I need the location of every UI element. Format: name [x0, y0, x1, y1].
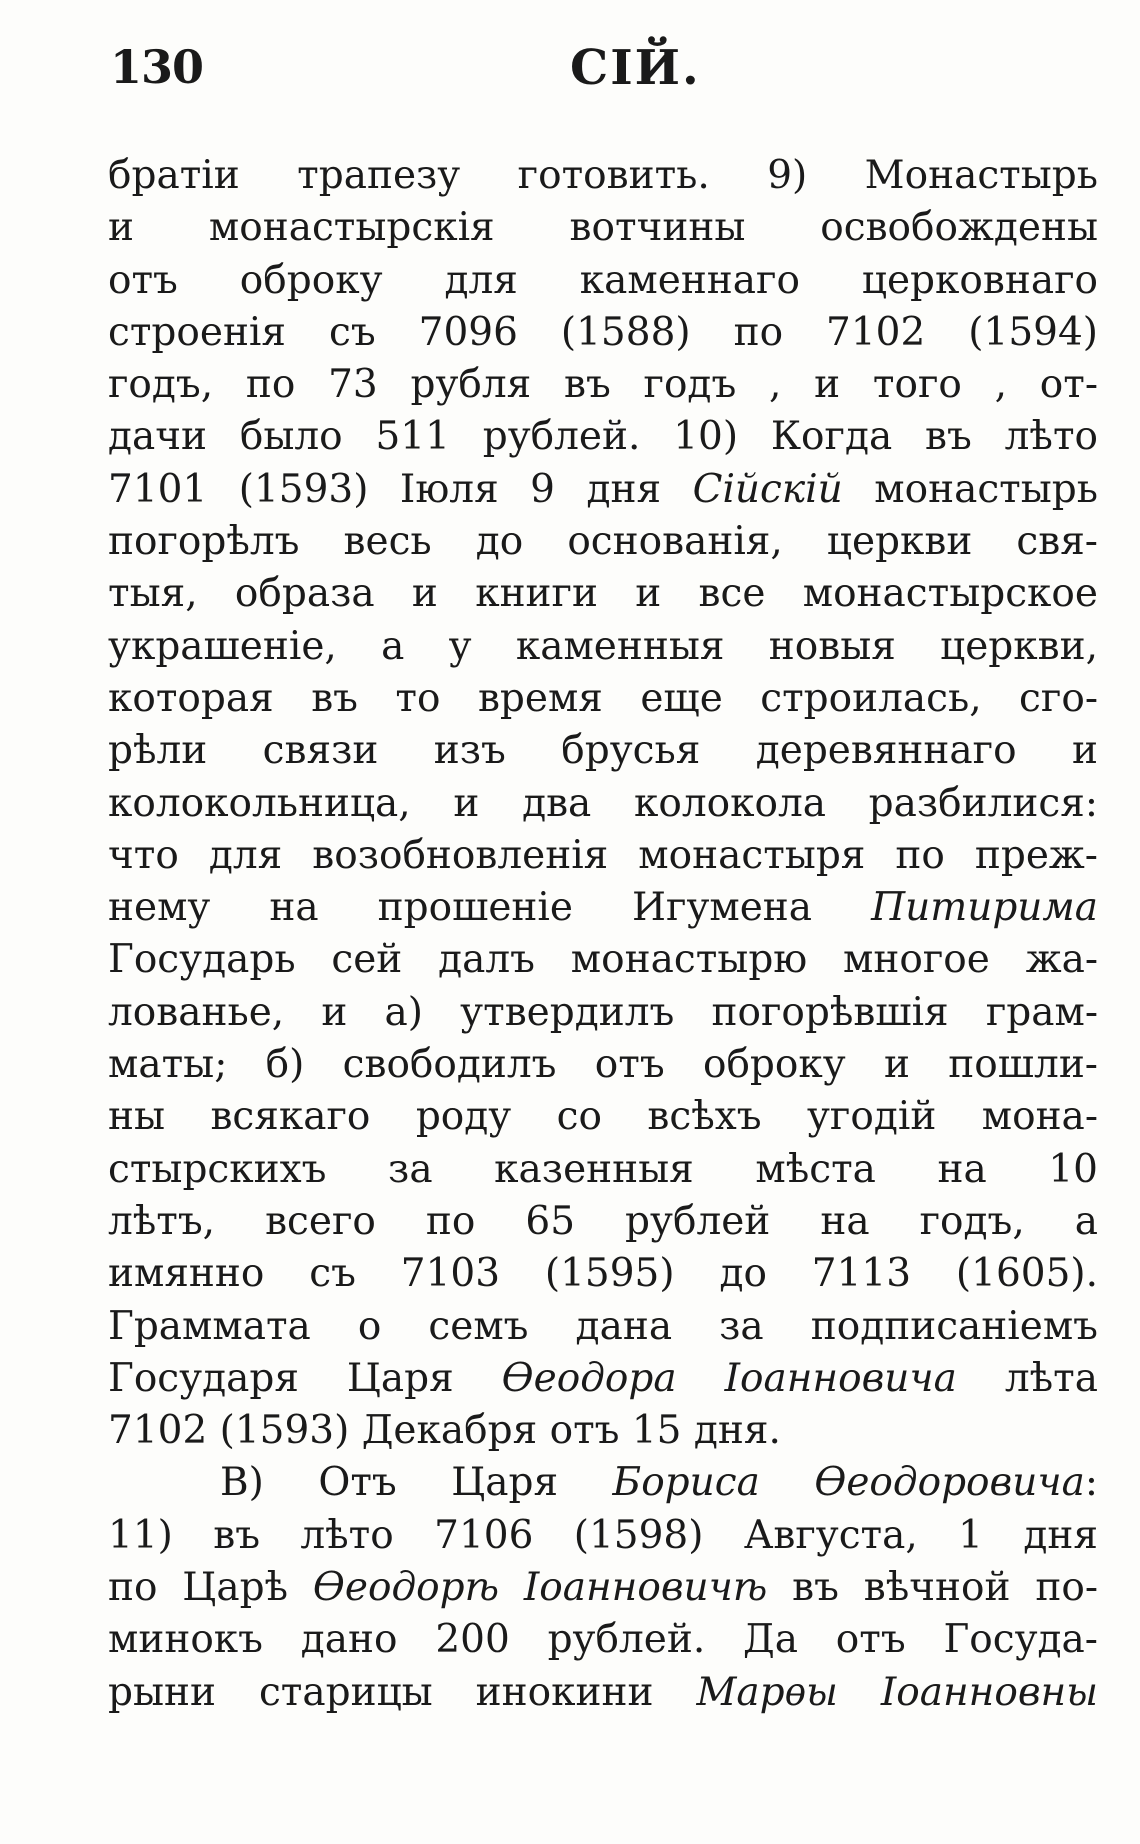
text-line	[108, 307, 1098, 359]
text-line	[108, 725, 1098, 777]
text-segment: что для возобновленія монастыря по преж-	[108, 832, 1098, 878]
text-segment: годъ, по 73 рубля въ годъ , и того , от-	[108, 362, 1098, 408]
italic-name: Питирима	[871, 885, 1098, 931]
text-segment: :	[1084, 1460, 1098, 1506]
text-segment: минокъ дано 200 рублей. Да отъ Госуда-	[108, 1617, 1098, 1663]
body-text	[108, 150, 1098, 1719]
text-line	[108, 673, 1098, 725]
text-segment: колокольница, и два колокола разбилися:	[108, 780, 1098, 826]
text-segment: въ вѣчной по-	[767, 1565, 1098, 1611]
text-segment: погорѣлъ весь до основанія, церкви свя-	[108, 519, 1098, 565]
text-segment: братіи трапезу готовить. 9) Монастырь	[108, 153, 1098, 198]
text-segment: лѣтъ, всего по 65 рублей на годъ, а	[108, 1198, 1098, 1244]
text-line	[108, 1144, 1098, 1196]
text-segment: строенія съ 7096 (1588) по 7102 (1594)	[108, 309, 1098, 355]
text-segment: 7101 (1593) Іюля 9 дня	[108, 466, 693, 512]
text-line	[108, 516, 1098, 568]
text-segment: лѣта	[956, 1355, 1098, 1401]
text-line	[108, 202, 1098, 254]
text-line	[108, 150, 1098, 202]
text-line	[108, 1091, 1098, 1143]
text-line	[108, 1248, 1098, 1300]
text-line	[108, 882, 1098, 934]
italic-name: Сійскій	[692, 466, 843, 512]
text-line	[108, 464, 1098, 516]
text-segment: рѣли связи изъ брусья деревяннаго и	[108, 728, 1098, 774]
text-line	[108, 1667, 1098, 1719]
text-segment: стырскихъ за казенныя мѣста на 10	[108, 1146, 1098, 1192]
text-segment: рыни старицы инокини	[108, 1669, 697, 1715]
text-segment: маты; б) свободилъ отъ оброку и пошли-	[108, 1042, 1098, 1088]
text-segment: дачи было 511 рублей. 10) Когда въ лѣто	[108, 414, 1098, 460]
text-segment: отъ оброку для каменнаго церковнаго	[108, 257, 1098, 303]
text-line	[108, 1405, 1098, 1457]
text-line	[108, 1457, 1098, 1509]
italic-name: Ѳеодора Іоанновича	[501, 1355, 957, 1401]
text-line	[108, 934, 1098, 986]
text-segment: тыя, образа и книги и все монастырское	[108, 571, 1098, 617]
text-segment: нему на прошеніе Игумена	[108, 885, 872, 931]
italic-name: Марѳы Іоанновны	[696, 1669, 1098, 1715]
text-line	[108, 1301, 1098, 1353]
italic-name: Бориса Ѳеодоровича	[612, 1460, 1085, 1506]
text-segment: украшеніе, а у каменныя новыя церкви,	[108, 623, 1098, 669]
text-segment: Государя Царя	[108, 1355, 502, 1401]
text-line	[108, 1196, 1098, 1248]
text-line	[108, 621, 1098, 673]
text-line	[108, 1353, 1098, 1405]
text-segment: Граммата о семъ дана за подписаніемъ	[108, 1303, 1098, 1349]
text-line	[108, 359, 1098, 411]
text-segment: лованье, и а) утвердилъ погорѣвшія грам-	[108, 989, 1098, 1035]
text-line	[108, 830, 1098, 882]
text-segment: 7102 (1593) Декабря отъ 15 дня.	[108, 1408, 781, 1454]
text-line	[108, 1562, 1098, 1614]
text-line	[108, 1039, 1098, 1091]
page-number: 130	[110, 40, 204, 94]
page-header	[110, 40, 1110, 110]
italic-name: Ѳеодорѣ Іоанновичѣ	[312, 1565, 768, 1611]
text-line	[108, 778, 1098, 830]
running-head: СІЙ.	[570, 40, 701, 96]
text-segment: которая въ то время еще строилась, сго-	[108, 675, 1098, 721]
text-line	[108, 1510, 1098, 1562]
text-line	[108, 987, 1098, 1039]
text-segment: и монастырскія вотчины освобождены	[108, 205, 1098, 251]
text-segment: ны всякаго роду со всѣхъ угодій мона-	[108, 1094, 1098, 1140]
text-segment: по Царѣ	[108, 1565, 313, 1611]
text-segment: Государь сей далъ монастырю многое жа-	[108, 937, 1098, 983]
text-segment: имянно съ 7103 (1595) до 7113 (1605).	[108, 1251, 1098, 1297]
text-line	[108, 255, 1098, 307]
text-line	[108, 411, 1098, 463]
text-line	[108, 568, 1098, 620]
text-segment: монастырь	[842, 466, 1098, 512]
text-line	[108, 1614, 1098, 1666]
text-segment: В) Отъ Царя	[220, 1460, 613, 1506]
text-segment: 11) въ лѣто 7106 (1598) Августа, 1 дня	[108, 1512, 1098, 1558]
